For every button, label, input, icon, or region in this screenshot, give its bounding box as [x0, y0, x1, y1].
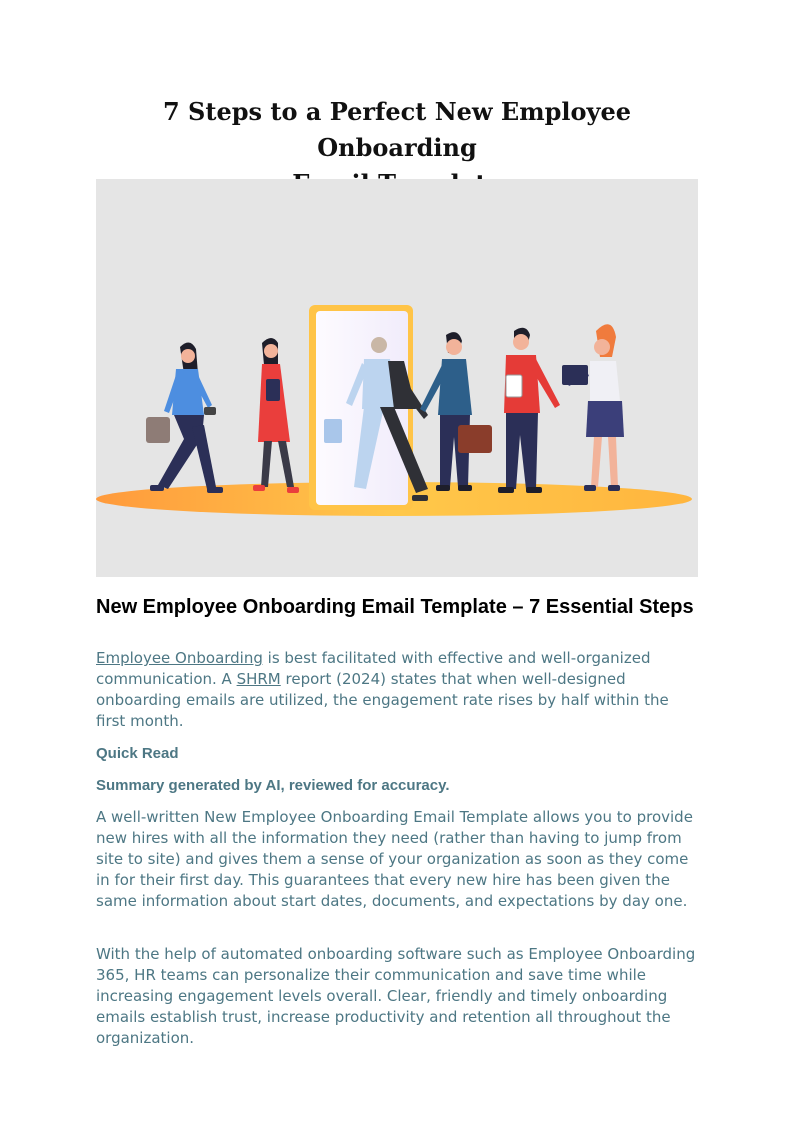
shrm-link[interactable]: SHRM: [236, 670, 281, 688]
intro-text-1: is best facilitated with effective and well-organized communication. A: [96, 649, 651, 688]
person-man-red-shirt: [498, 328, 560, 493]
onboarding-people-illustration: [96, 179, 698, 577]
person-woman-navy-suit: [420, 332, 492, 491]
quick-read-label: Quick Read: [96, 745, 179, 762]
section-heading: New Employee Onboarding Email Template – 7 Essential Steps: [96, 596, 694, 618]
automation-paragraph: With the help of automated onboarding software such as Employee Onboarding 365, HR teams can personalize their communication and save time while increasing engagement levels overall. Clear, friendly and timely onboarding emails establish trust, increase productivity and retention all throughout the organization.: [96, 945, 696, 1047]
person-woman-laptop: [562, 324, 624, 491]
intro-text-2: report (2024) states that when well-designed onboarding emails are utilized, the engagement rate rises by half within the first month.: [96, 670, 669, 730]
intro-paragraph: [96, 648, 701, 732]
ai-summary-note: Summary generated by AI, reviewed for accuracy.: [96, 777, 450, 794]
page-title-line-1: 7 Steps to a Perfect New Employee Onboarding: [162, 97, 631, 162]
person-woman-red-dress: [253, 338, 299, 493]
employee-onboarding-link[interactable]: Employee Onboarding: [96, 649, 263, 667]
summary-paragraph: A well-written New Employee Onboarding Email Template allows you to provide new hires with all the information they need (rather than having to jump from site to site) and gives them a sense of your organization as soon as they come in for their first day. This guarantees that every new hire has been given the same information about start dates, documents, and expectations by day one.: [96, 808, 693, 910]
person-woman-briefcase: [146, 342, 223, 493]
hero-illustration: [96, 179, 698, 577]
